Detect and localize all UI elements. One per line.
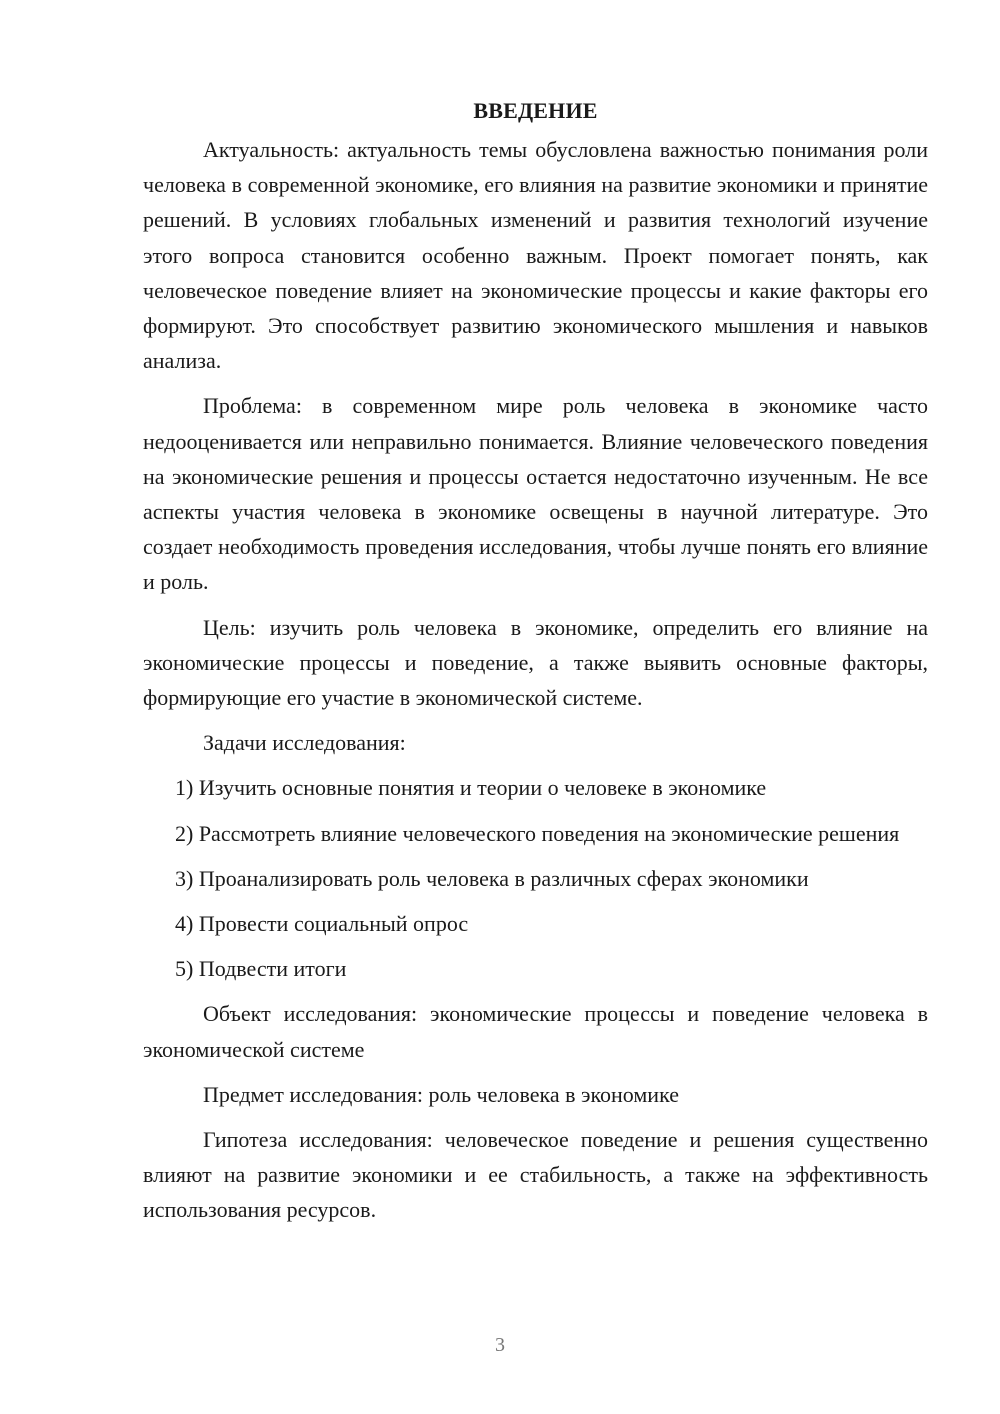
- problem-paragraph: Проблема: в современном мире роль человека в экономике часто недооценивается или неправильно понимается. Влияние человеческого поведения на экономические решения и процессы остается недостаточно изученным. Не все аспекты участия человека в экономике освещены в научной литературе. Это создает необходимость проведения исследования, чтобы лучше понять его влияние и роль.: [143, 393, 928, 595]
- subject-paragraph: Предмет исследования: роль человека в экономике: [203, 1081, 679, 1107]
- task-item-2: 2) Рассмотреть влияние человеческого поведения на экономические решения: [175, 820, 900, 846]
- page-number: 3: [495, 1334, 505, 1356]
- task-item-3: 3) Проанализировать роль человека в различных сферах экономики: [175, 865, 809, 891]
- tasks-heading: Задачи исследования:: [203, 730, 406, 756]
- task-item-5: 5) Подвести итоги: [175, 956, 347, 982]
- goal-paragraph: Цель: изучить роль человека в экономике, определить его влияние на экономические процессы и поведение, а также выявить основные факторы, формирующие его участие в экономической системе.: [143, 614, 928, 711]
- document-page: [143, 96, 928, 1238]
- page-title: ВВЕДЕНИЕ: [473, 98, 598, 123]
- task-item-4: 4) Провести социальный опрос: [175, 911, 469, 937]
- hypothesis-paragraph: Гипотеза исследования: человеческое поведение и решения существенно влияют на развитие экономики и ее стабильность, а также на эффективность использования ресурсов.: [143, 1127, 928, 1223]
- relevance-paragraph: Актуальность: актуальность темы обусловлена важностью понимания роли человека в современной экономике, его влияния на развитие экономики и принятие решений. В условиях глобальных изменений и развития технологий изучение этого вопроса становится особенно важным. Проект помогает понять, как человеческое поведение влияет на экономические процессы и какие факторы его формируют. Это способствует развитию экономического мышления и навыков анализа.: [143, 137, 928, 374]
- task-item-1: 1) Изучить основные понятия и теории о человеке в экономике: [175, 775, 767, 801]
- object-paragraph: Объект исследования: экономические процессы и поведение человека в экономической системе: [143, 1001, 928, 1062]
